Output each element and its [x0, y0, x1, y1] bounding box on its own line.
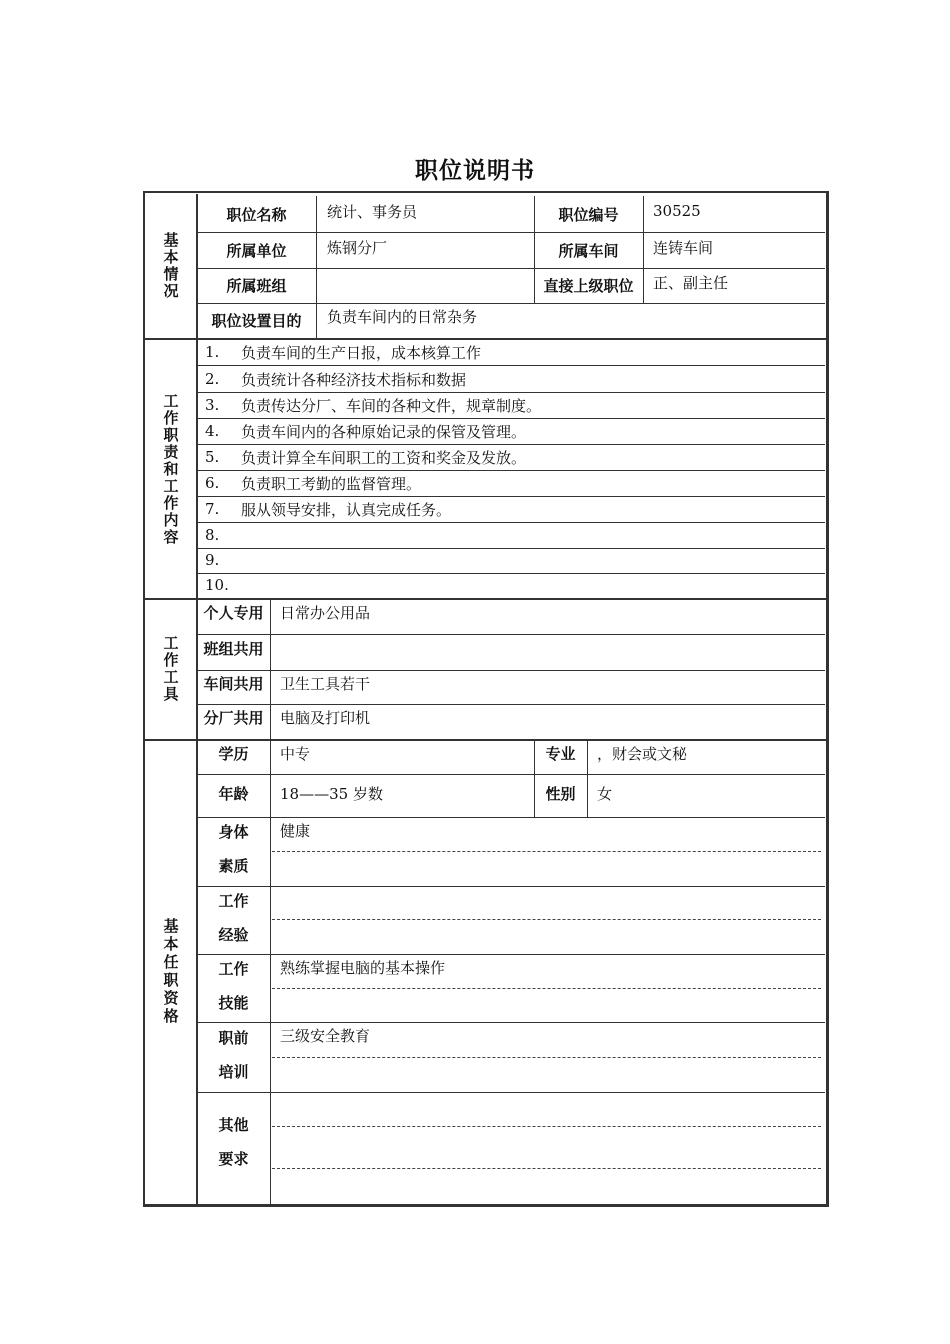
tool-value-personal: 日常办公用品 — [280, 603, 371, 622]
purpose-value: 负责车间内的日常杂务 — [327, 307, 478, 326]
major-label: 专业 — [545, 744, 576, 763]
dashed-line — [272, 919, 821, 920]
purpose-label: 职位设置目的 — [211, 312, 302, 330]
superior-label: 直接上级职位 — [543, 277, 634, 295]
duty-item: 2. 负责统计各种经济技术指标和数据 — [205, 370, 467, 389]
unit-value: 炼钢分厂 — [327, 238, 388, 257]
duty-item: 9. — [205, 551, 220, 569]
row-line — [197, 573, 825, 574]
duty-item: 7. 服从领导安排，认真完成任务。 — [205, 500, 452, 519]
education-value: 中专 — [280, 744, 311, 763]
superior-value: 正、副主任 — [653, 273, 729, 292]
duty-item: 10. — [205, 576, 229, 594]
col-line — [316, 196, 317, 338]
major-value: ，财会或文秘 — [597, 744, 688, 763]
workshop-value: 连铸车间 — [653, 238, 714, 257]
row-line — [197, 634, 825, 635]
section-basic-info: 基本情况 — [161, 232, 180, 300]
row-line — [197, 548, 825, 549]
duty-item: 1. 负责车间的生产日报，成本核算工作 — [205, 343, 482, 362]
age-label: 年龄 — [218, 785, 249, 803]
section-tools: 工作工具 — [161, 635, 180, 703]
position-code-label: 职位编号 — [558, 205, 619, 224]
skills-label: 工作 技能 — [218, 960, 249, 1012]
gender-value: 女 — [597, 785, 613, 803]
workshop-label: 所属车间 — [558, 241, 619, 260]
position-code-value: 30525 — [653, 202, 701, 220]
position-name-label: 职位名称 — [226, 205, 287, 224]
col-line — [270, 600, 271, 1206]
dashed-line — [272, 1168, 821, 1169]
duty-item: 5. 负责计算全车间职工的工资和奖金及发放。 — [205, 448, 527, 467]
physical-value: 健康 — [280, 821, 311, 840]
age-value: 18——35 岁数 — [280, 785, 383, 803]
row-line — [197, 522, 825, 523]
other-label: 其他 要求 — [218, 1116, 249, 1168]
tool-label-workshop: 车间共用 — [203, 674, 264, 693]
dashed-line — [272, 1126, 821, 1127]
duty-item: 6. 负责职工考勤的监督管理。 — [205, 474, 422, 493]
dashed-line — [272, 851, 821, 852]
page-title: 职位说明书 — [415, 158, 535, 184]
gender-label: 性别 — [545, 785, 576, 803]
dashed-line — [272, 988, 821, 989]
unit-label: 所属单位 — [226, 241, 287, 260]
section-qualifications: 基本任职资格 — [161, 918, 180, 1026]
col-line — [643, 196, 644, 303]
training-label: 职前 培训 — [218, 1029, 249, 1081]
team-label: 所属班组 — [226, 277, 287, 295]
duty-item: 3. 负责传达分厂、车间的各种文件，规章制度。 — [205, 396, 542, 415]
tool-label-team: 班组共用 — [203, 639, 264, 658]
duty-item: 4. 负责车间内的各种原始记录的保管及管理。 — [205, 422, 527, 441]
skills-value: 熟练掌握电脑的基本操作 — [280, 958, 446, 977]
position-name-value: 统计、事务员 — [327, 202, 418, 221]
education-label: 学历 — [218, 744, 249, 763]
row-line — [197, 1092, 825, 1093]
row-line — [197, 886, 825, 887]
section-duties: 工作职责和工作内容 — [161, 392, 180, 546]
training-value: 三级安全教育 — [280, 1026, 371, 1045]
duty-item: 8. — [205, 526, 220, 544]
tool-label-personal: 个人专用 — [203, 603, 264, 622]
dashed-line — [272, 1057, 821, 1058]
tool-label-factory: 分厂共用 — [203, 708, 264, 727]
physical-label: 身体 素质 — [218, 823, 249, 875]
tool-value-workshop: 卫生工具若干 — [280, 674, 371, 693]
col-line — [587, 741, 588, 817]
tool-value-factory: 电脑及打印机 — [280, 708, 371, 727]
experience-label: 工作 经验 — [218, 892, 249, 944]
